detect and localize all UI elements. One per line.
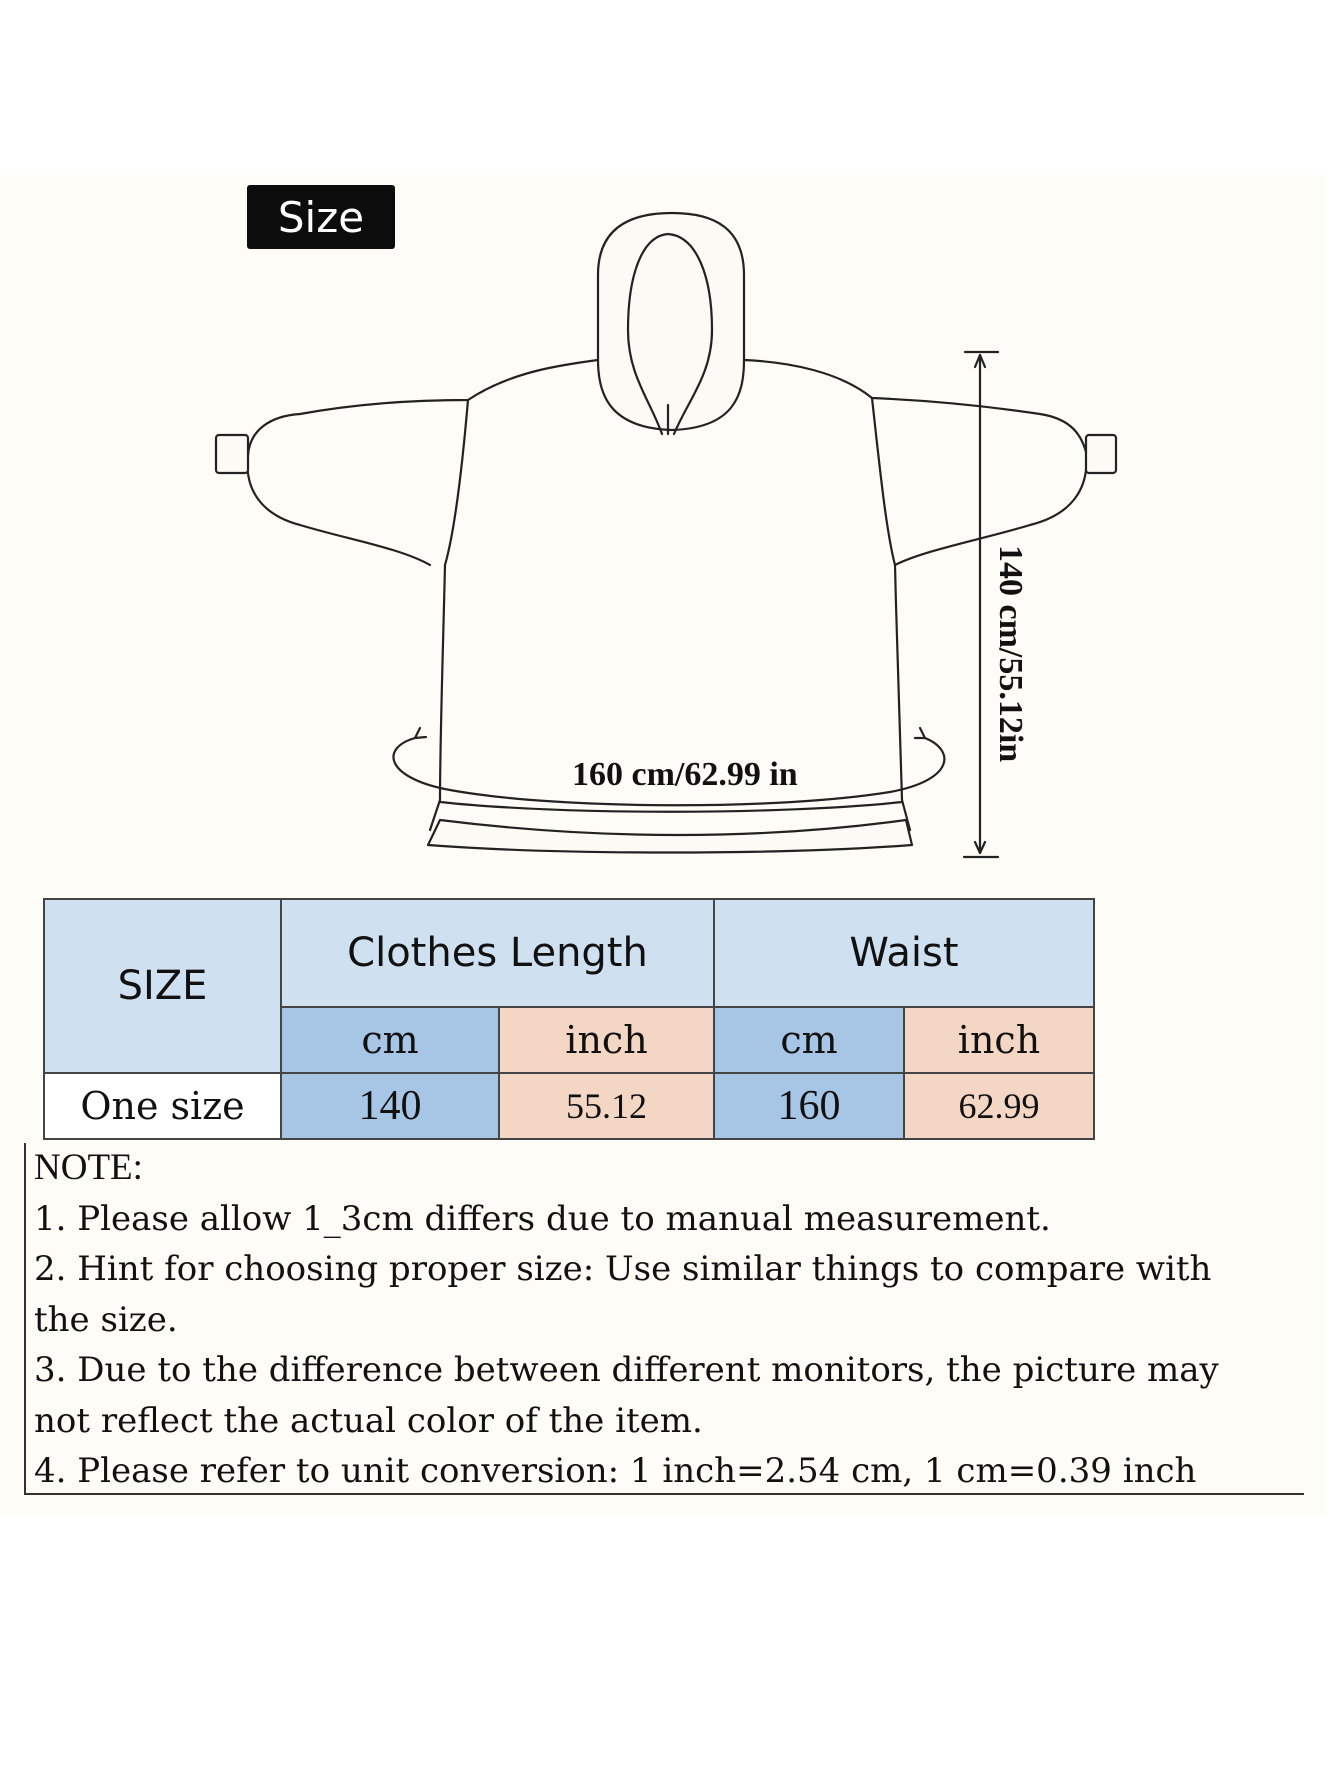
waist-inch-value: 62.99 <box>904 1073 1094 1139</box>
waist-header: Waist <box>714 899 1094 1007</box>
size-tag: Size <box>247 185 395 249</box>
length-inch-unit: inch <box>499 1007 714 1073</box>
left-sleeve <box>247 455 430 565</box>
waist-cm-unit: cm <box>714 1007 904 1073</box>
length-dimension-label: 140 cm/55.12in <box>992 545 1029 763</box>
right-sleeve <box>895 452 1087 565</box>
hem-top <box>440 802 902 812</box>
notes-section <box>24 1143 1304 1495</box>
notes-title: NOTE: <box>34 1147 143 1188</box>
left-shoulder <box>248 360 598 455</box>
body-left-side <box>430 565 445 830</box>
length-cm-unit: cm <box>281 1007 499 1073</box>
right-shoulder <box>744 360 1086 452</box>
note-line: the size. <box>34 1299 178 1340</box>
waist-cm-value: 160 <box>714 1073 904 1139</box>
size-row-label: One size <box>44 1073 281 1139</box>
note-line: 3. Due to the difference between different monitors, the picture may <box>34 1350 1219 1390</box>
note-line: not reflect the actual color of the item. <box>34 1400 703 1441</box>
left-cuff <box>216 435 248 473</box>
clothes-length-header: Clothes Length <box>281 899 714 1007</box>
hood-outer <box>598 213 744 430</box>
note-line: 4. Please refer to unit conversion: 1 inch=2.54 cm, 1 cm=0.39 inch <box>34 1451 1197 1491</box>
length-cm-value: 140 <box>281 1073 499 1139</box>
note-line: 1. Please allow 1_3cm differs due to manual measurement. <box>34 1198 1051 1239</box>
size-table <box>43 898 1095 1140</box>
waist-inch-unit: inch <box>904 1007 1094 1073</box>
note-line: 2. Hint for choosing proper size: Use similar things to compare with <box>34 1249 1212 1289</box>
size-header: SIZE <box>44 899 281 1073</box>
waist-dimension-label: 160 cm/62.99 in <box>572 756 798 793</box>
right-cuff <box>1086 435 1116 473</box>
length-inch-value: 55.12 <box>499 1073 714 1139</box>
hem-band <box>428 820 912 853</box>
